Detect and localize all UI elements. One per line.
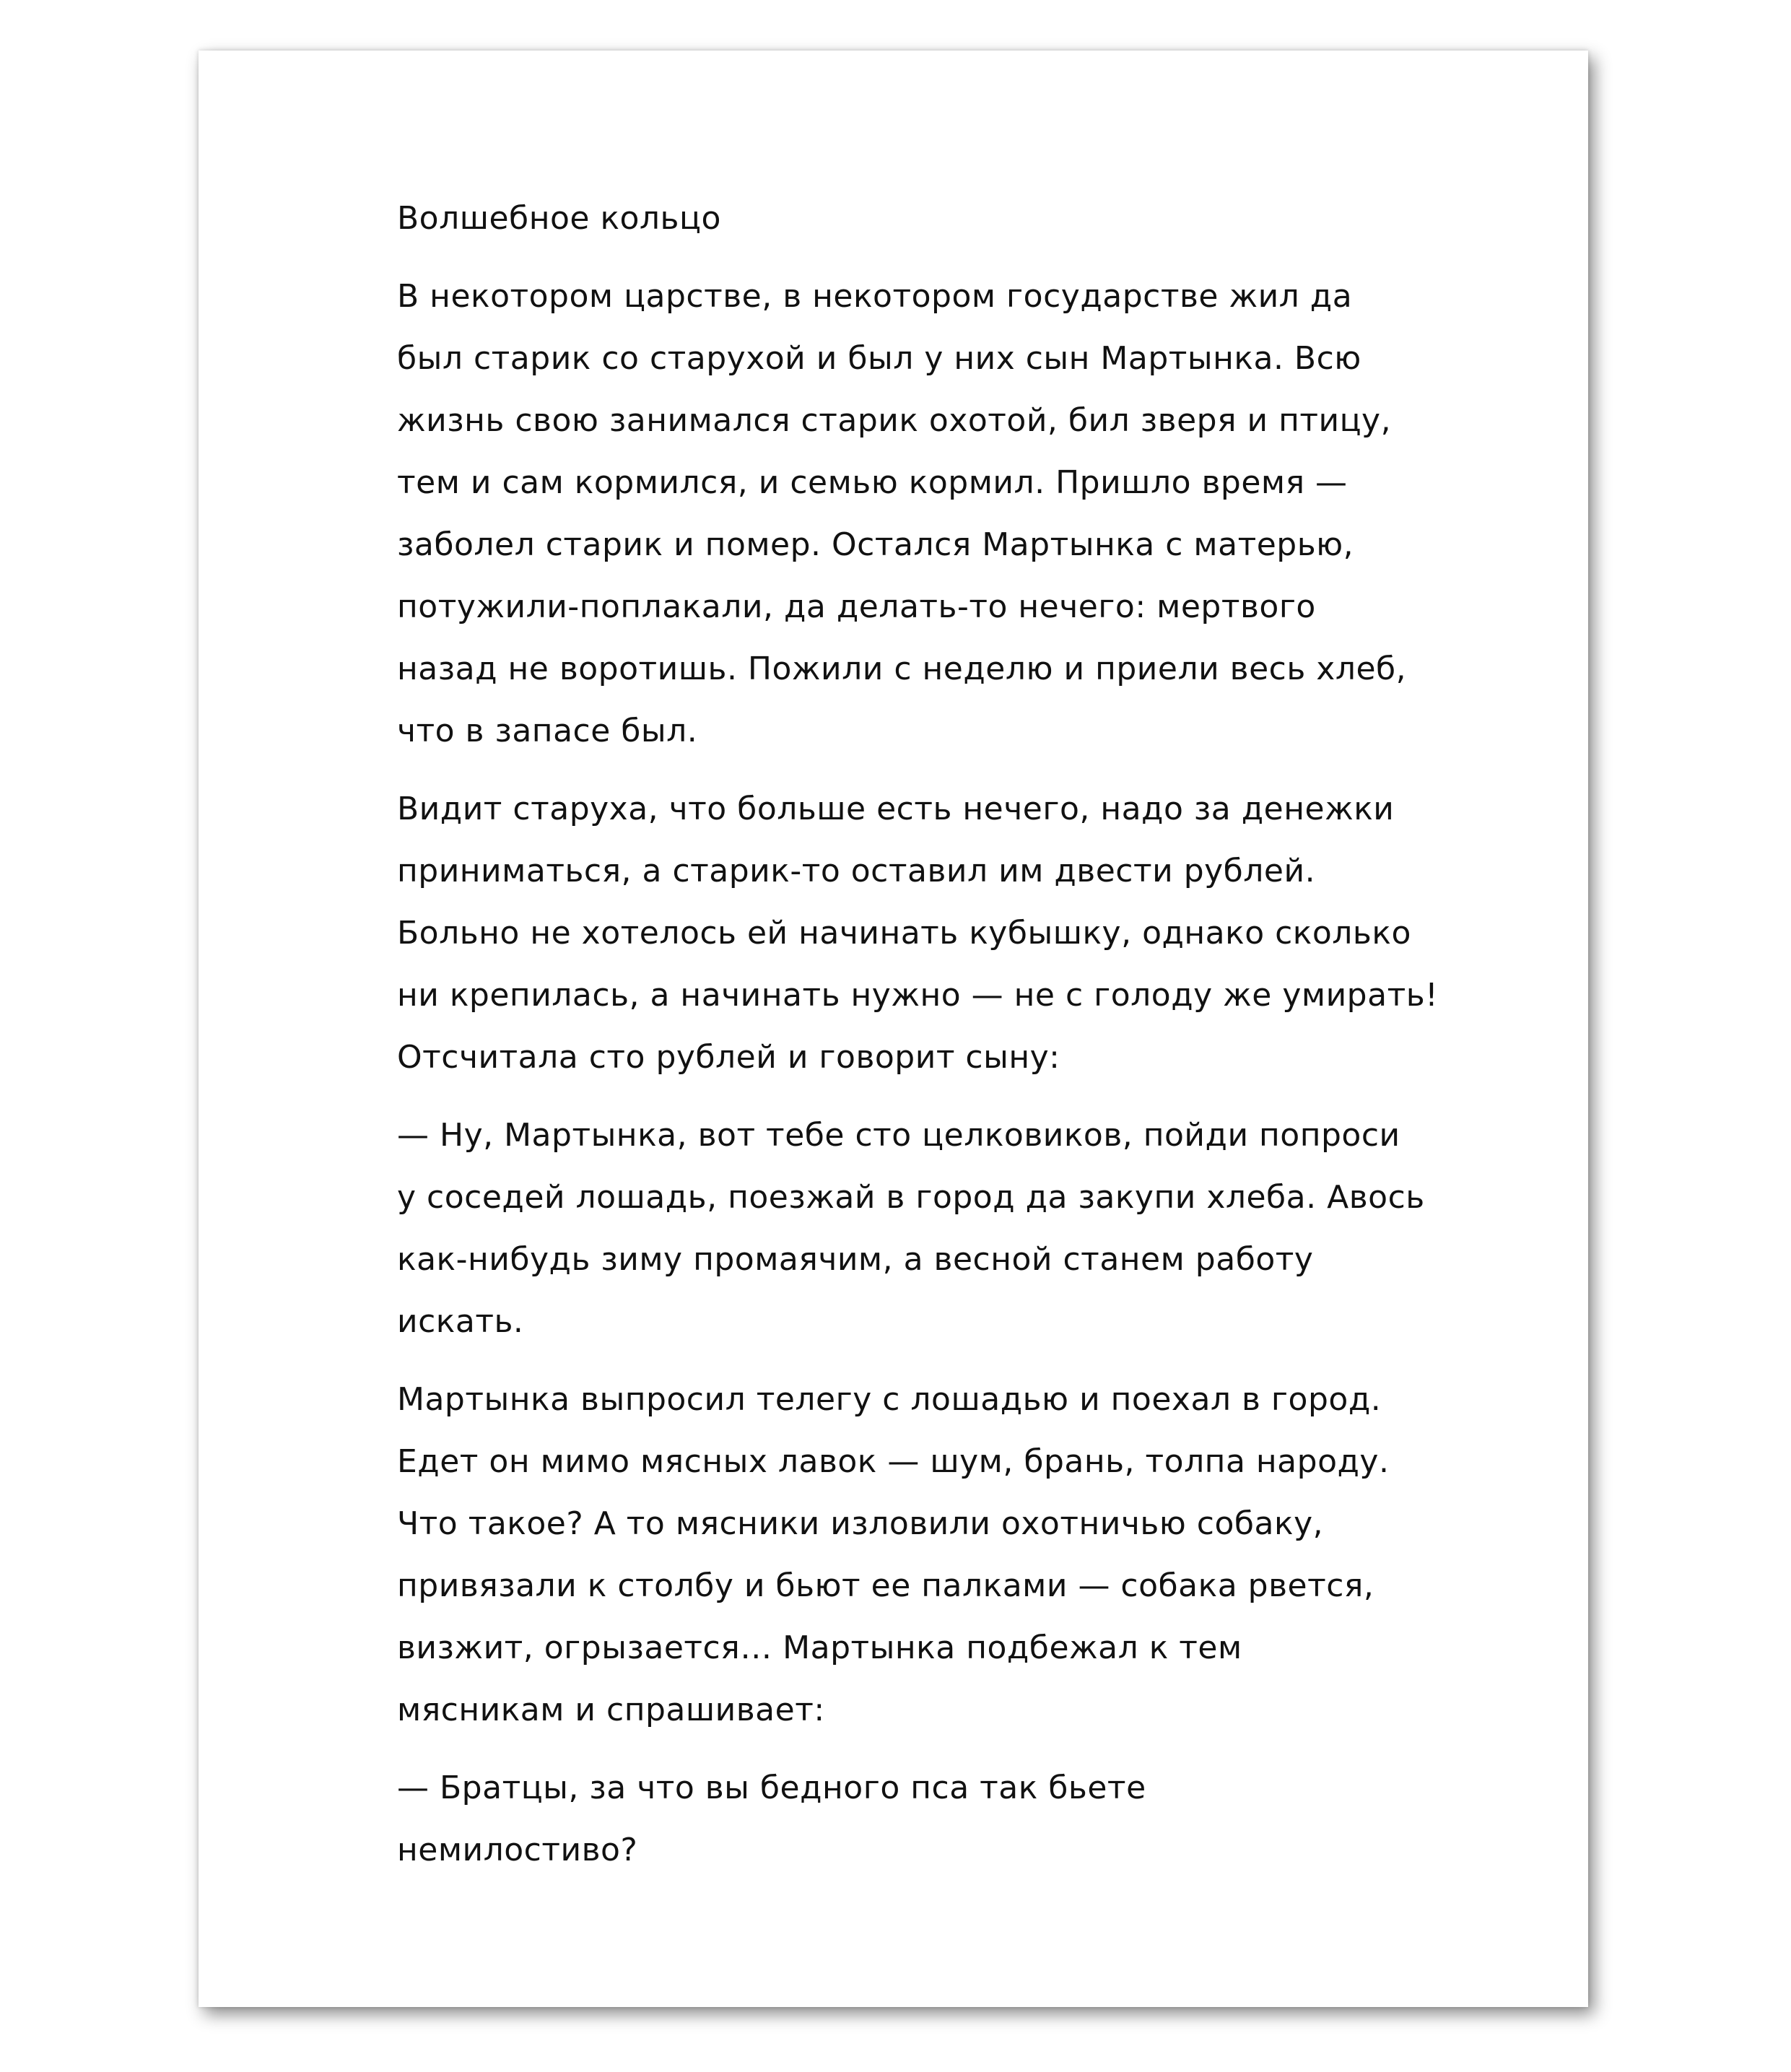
text-line: был старик со старухой и был у них сын Мартынка. Всю: [397, 340, 1361, 377]
text-line: Отсчитала сто рублей и говорит сыну:: [397, 1039, 1060, 1076]
paragraph-4: [397, 1369, 1494, 1741]
text-line: как-нибудь зиму промаячим, а весной станем работу: [397, 1241, 1314, 1278]
document-page: [199, 51, 1588, 2007]
text-line: визжит, огрызается… Мартынка подбежал к тем: [397, 1629, 1242, 1666]
paragraph-5: [397, 1757, 1494, 1881]
text-line: немилостиво?: [397, 1832, 638, 1868]
story-title: Волшебное кольцо: [397, 200, 721, 237]
text-line: Едет он мимо мясных лавок — шум, брань, толпа народу.: [397, 1443, 1390, 1480]
text-line: Видит старуха, что больше есть нечего, надо за денежки: [397, 791, 1395, 827]
text-line: мясникам и спрашивает:: [397, 1692, 825, 1728]
text-line: привязали к столбу и бьют ее палками — собака рвется,: [397, 1567, 1374, 1604]
text-line: приниматься, а старик-то оставил им двести рублей.: [397, 853, 1316, 889]
text-line: Что такое? А то мясники изловили охотничью собаку,: [397, 1505, 1324, 1542]
text-line: тем и сам кормился, и семью кормил. Пришло время —: [397, 464, 1348, 501]
paragraph-1: [397, 266, 1494, 762]
text-line: — Братцы, за что вы бедного пса так бьете: [397, 1770, 1146, 1806]
text-line: Мартынка выпросил телегу с лошадью и поехал в город.: [397, 1381, 1382, 1418]
text-line: — Ну, Мартынка, вот тебе сто целковиков, пойди попроси: [397, 1117, 1400, 1154]
text-line: ни крепилась, а начинать нужно — не с голоду же умирать!: [397, 977, 1439, 1014]
text-line: назад не воротишь. Пожили с неделю и приели весь хлеб,: [397, 650, 1407, 687]
page-text: [397, 188, 1494, 1897]
text-line: что в запасе был.: [397, 713, 698, 749]
text-line: искать.: [397, 1303, 524, 1340]
text-line: жизнь свою занимался старик охотой, бил зверя и птицу,: [397, 402, 1392, 439]
paragraph-2: [397, 778, 1494, 1089]
paragraph-3: [397, 1105, 1494, 1353]
text-line: у соседей лошадь, поезжай в город да закупи хлеба. Авось: [397, 1179, 1425, 1216]
text-line: потужили-поплакали, да делать-то нечего: мертвого: [397, 588, 1316, 625]
text-line: заболел старик и помер. Остался Мартынка с матерью,: [397, 526, 1354, 563]
text-line: В некотором царстве, в некотором государстве жил да: [397, 278, 1353, 315]
text-line: Больно не хотелось ей начинать кубышку, однако сколько: [397, 915, 1411, 952]
